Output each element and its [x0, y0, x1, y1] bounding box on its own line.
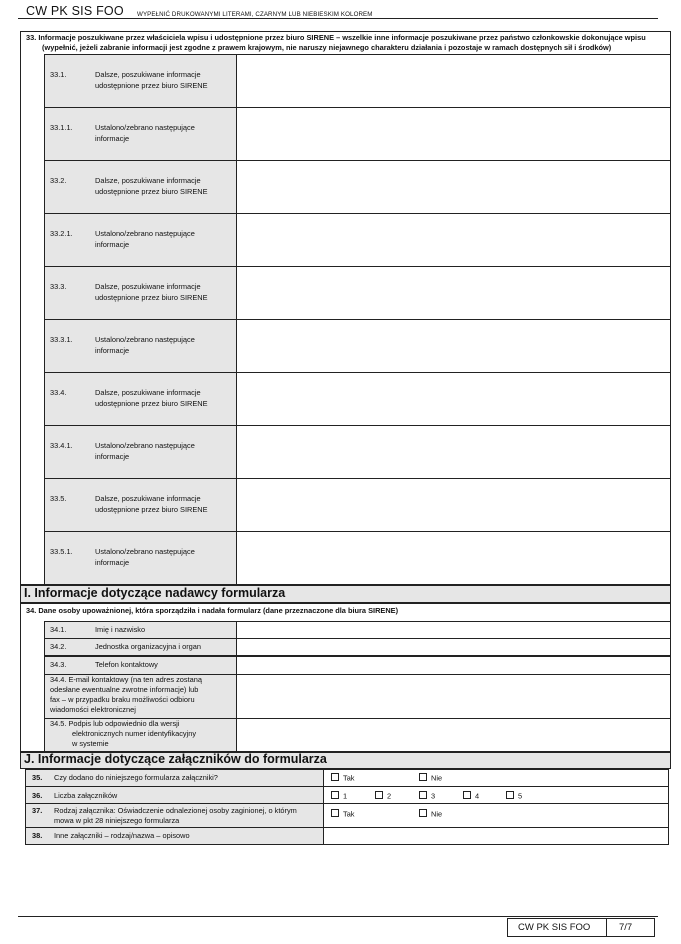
q33-row-input[interactable] [236, 107, 671, 161]
checkbox-icon [419, 773, 427, 781]
footer-divider [606, 918, 607, 937]
q33-row-num: 33.3.1. [50, 335, 73, 344]
q34-5-label-1: 34.5. Podpis lub odpowiednio dla wersji [50, 719, 180, 728]
q35-num: 35. [32, 773, 43, 782]
q33-row-label-cell [44, 213, 237, 267]
q33-row-num: 33.1. [50, 70, 67, 79]
q33-row-num: 33.4.1. [50, 441, 73, 450]
q34-1-input[interactable] [236, 621, 671, 639]
q34-4-input[interactable] [236, 674, 671, 719]
checkbox-icon [331, 791, 339, 799]
q34-5-label-2: elektronicznych numer identyfikacyjny [72, 729, 197, 738]
checkbox-icon [375, 791, 383, 799]
q34-1-label: Imię i nazwisko [95, 625, 146, 634]
q33-row-label-1: Ustalono/zebrano następujące [95, 229, 195, 238]
q34-2-num: 34.2. [50, 642, 67, 651]
q33-row-num: 33.1.1. [50, 123, 73, 132]
q33-row-label-2: informacje [95, 240, 130, 249]
section-i-title: I. Informacje dotyczące nadawcy formularza [24, 586, 286, 600]
checkbox-icon [419, 791, 427, 799]
q35-answer-cell [323, 769, 669, 787]
q34-2-input[interactable] [236, 638, 671, 656]
q33-row-label-cell [44, 319, 237, 373]
q34-title: 34. Dane osoby upoważnionej, która sporządziła i nadała formularz (dane przeznaczone dla biura SIRENE) [26, 606, 399, 615]
q33-row-label-2: udostępnione przez biuro SIRENE [95, 505, 208, 514]
q33-row-input[interactable] [236, 54, 671, 108]
q33-row-label-2: informacje [95, 134, 130, 143]
q34-5-input[interactable] [236, 718, 671, 752]
q33-row-num: 33.3. [50, 282, 67, 291]
q33-row-label-1: Dalsze, poszukiwane informacje [95, 282, 201, 291]
q37-label-2: mowa w pkt 28 niniejszego formularza [54, 816, 180, 825]
q33-title: 33. Informacje poszukiwane przez właściciela wpisu i udostępnione przez biuro SIRENE – wszelkie inne informacje poszukiwane przez państwo członkowskie dokonujące wpisu [26, 33, 646, 42]
q33-row-input[interactable] [236, 531, 671, 585]
q36-opt-4-checkbox[interactable]: 4 [463, 791, 479, 802]
q37-yes-checkbox[interactable]: Tak [331, 809, 355, 820]
q38-label: Inne załączniki – rodzaj/nazwa – opisowo [54, 831, 190, 840]
q33-row-num: 33.5. [50, 494, 67, 503]
q33-row-input[interactable] [236, 425, 671, 479]
q38-num: 38. [32, 831, 43, 840]
q33-row-label-1: Ustalono/zebrano następujące [95, 547, 195, 556]
q37-label-1: Rodzaj załącznika: Oświadczenie odnalezionej osoby zaginionej, o którym [54, 806, 297, 815]
q33-row-label-2: udostępnione przez biuro SIRENE [95, 81, 208, 90]
q33-row-input[interactable] [236, 319, 671, 373]
header-rule [18, 18, 658, 19]
q36-opt-5-checkbox[interactable]: 5 [506, 791, 522, 802]
q33-row-label-2: informacje [95, 558, 130, 567]
q33-row-num: 33.2.1. [50, 229, 73, 238]
footer-rule [18, 916, 658, 917]
checkbox-icon [331, 773, 339, 781]
q37-no-checkbox[interactable]: Nie [419, 809, 442, 820]
q33-row-label-1: Dalsze, poszukiwane informacje [95, 176, 201, 185]
q33-row-label-cell [44, 425, 237, 479]
q33-row-input[interactable] [236, 213, 671, 267]
q33-row-label-1: Dalsze, poszukiwane informacje [95, 388, 201, 397]
q35-no-checkbox[interactable]: Nie [419, 773, 442, 784]
q33-row-input[interactable] [236, 266, 671, 320]
q34-3-input[interactable] [236, 656, 671, 675]
q33-row-label-1: Ustalono/zebrano następujące [95, 123, 195, 132]
q33-row-num: 33.4. [50, 388, 67, 397]
q38-input[interactable] [323, 827, 669, 845]
checkbox-icon [419, 809, 427, 817]
q33-row-input[interactable] [236, 372, 671, 426]
fill-instruction: WYPEŁNIĆ DRUKOWANYMI LITERAMI, CZARNYM LUB NIEBIESKIM KOLOREM [137, 11, 373, 18]
page-number: 7/7 [619, 922, 633, 933]
q36-opt-2-checkbox[interactable]: 2 [375, 791, 391, 802]
q33-subtitle: (wypełnić, jeżeli zabranie informacji jest zgodne z prawem krajowym, nie naruszy niejawnego charakteru działania i pozostaje w ramach dostępnych sił i środków) [42, 43, 612, 52]
checkbox-icon [331, 809, 339, 817]
q33-row-label-2: informacje [95, 452, 130, 461]
q33-row-label-1: Ustalono/zebrano następujące [95, 335, 195, 344]
q34-4-label-3: fax – w przypadku braku możliwości odbioru [50, 695, 195, 704]
q33-row-label-2: informacje [95, 346, 130, 355]
q33-row-label-cell [44, 531, 237, 585]
q33-row-label-1: Dalsze, poszukiwane informacje [95, 70, 201, 79]
q35-yes-checkbox[interactable]: Tak [331, 773, 355, 784]
q34-4-label-4: wiadomości elektronicznej [50, 705, 136, 714]
q33-row-num: 33.2. [50, 176, 67, 185]
form-code-header: CW PK SIS FOO [26, 4, 124, 18]
q35-label: Czy dodano do niniejszego formularza załączniki? [54, 773, 218, 782]
q34-1-num: 34.1. [50, 625, 67, 634]
q36-label: Liczba załączników [54, 791, 118, 800]
q37-answer-cell [323, 803, 669, 828]
q33-row-input[interactable] [236, 160, 671, 214]
q34-4-label-2: odesłane ewentualne zwrotne informacje) lub [50, 685, 199, 694]
section-j-title: J. Informacje dotyczące załączników do formularza [24, 752, 327, 766]
q36-opt-3-checkbox[interactable]: 3 [419, 791, 435, 802]
q33-row-num: 33.5.1. [50, 547, 73, 556]
q33-row-label-2: udostępnione przez biuro SIRENE [95, 399, 208, 408]
q33-row-label-cell [44, 107, 237, 161]
q34-3-label: Telefon kontaktowy [95, 660, 158, 669]
checkbox-icon [506, 791, 514, 799]
q36-num: 36. [32, 791, 43, 800]
q36-opt-1-checkbox[interactable]: 1 [331, 791, 347, 802]
q37-num: 37. [32, 806, 43, 815]
q33-row-label-2: udostępnione przez biuro SIRENE [95, 293, 208, 302]
q33-row-label-2: udostępnione przez biuro SIRENE [95, 187, 208, 196]
checkbox-icon [463, 791, 471, 799]
q34-4-label-1: 34.4. E-mail kontaktowy (na ten adres zostaną [50, 675, 202, 684]
q33-row-label-1: Ustalono/zebrano następujące [95, 441, 195, 450]
q33-row-input[interactable] [236, 478, 671, 532]
q33-row-label-1: Dalsze, poszukiwane informacje [95, 494, 201, 503]
q34-3-num: 34.3. [50, 660, 67, 669]
q34-5-label-3: w systemie [72, 739, 109, 748]
footer-form-code: CW PK SIS FOO [518, 922, 591, 933]
q34-2-label: Jednostka organizacyjna i organ [95, 642, 201, 651]
